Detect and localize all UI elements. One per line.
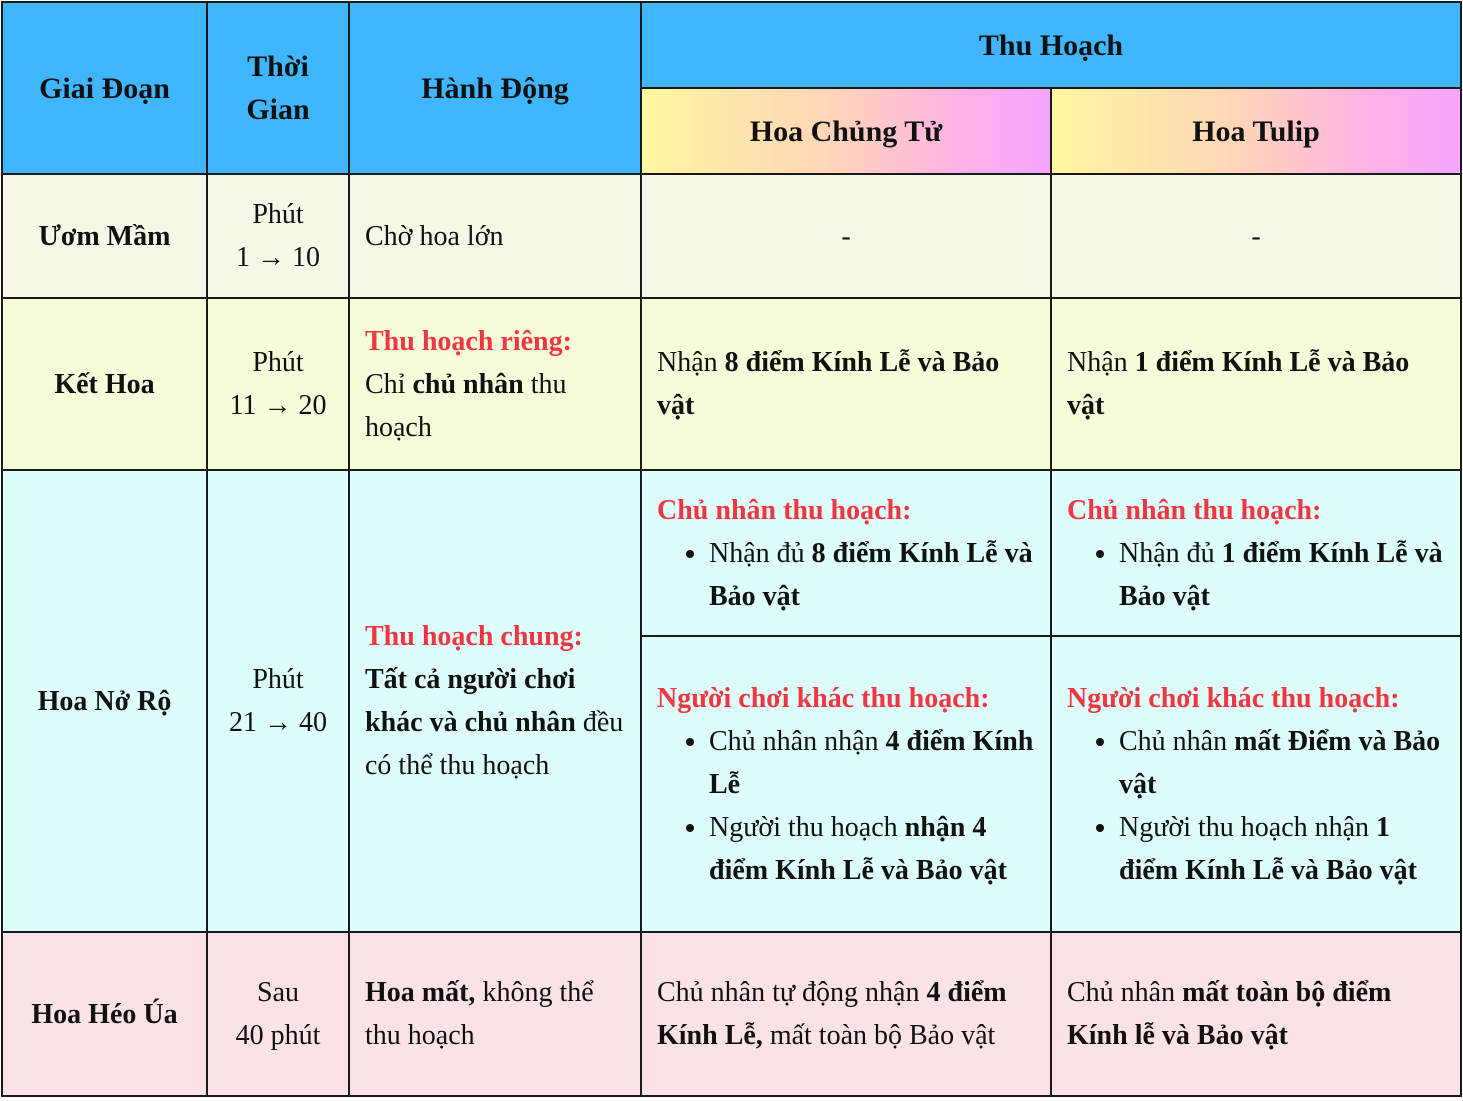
action-text-pre: Chỉ <box>365 368 413 400</box>
time-cell <box>207 932 349 1096</box>
action-text-post: thu hoạch <box>365 368 567 443</box>
action-cell: Chờ hoa lớn <box>349 174 641 298</box>
time-cell <box>207 298 349 470</box>
action-cell <box>349 932 641 1096</box>
list-item-bold: 1 điểm Kính Lễ và Bảo vật <box>1119 811 1417 886</box>
flower-b-bold: mất toàn bộ điểm Kính lễ và Bảo vật <box>1067 977 1392 1051</box>
flower-a-pre: Chủ nhân tự động nhận <box>657 977 927 1008</box>
flower-a-cell <box>641 298 1051 470</box>
list-item-pre: Chủ nhân <box>1119 725 1235 757</box>
time-range: 1 → 10 <box>236 242 320 273</box>
time-range: 11 → 20 <box>229 390 327 421</box>
harvest-rules-table <box>1 1 1462 1097</box>
other-harvest-title: Người chơi khác thu hoạch: <box>1067 682 1400 714</box>
action-cell <box>349 470 641 932</box>
table-row-stage-1 <box>2 174 1461 298</box>
flower-a-pre: Nhận <box>657 347 725 378</box>
flower-a-cell: - <box>641 174 1051 298</box>
stage-cell: Kết Hoa <box>2 298 207 470</box>
header-time-line2: Gian <box>246 93 310 126</box>
stage-cell: Hoa Nở Rộ <box>2 470 207 932</box>
table-row-stage-3-owner <box>2 470 1461 636</box>
list-item-bold: 1 điểm Kính Lễ và Bảo vật <box>1119 537 1443 612</box>
time-cell <box>207 470 349 932</box>
header-time-line1: Thời <box>247 50 309 83</box>
list-item <box>709 532 1042 618</box>
flower-a-owner-cell <box>641 470 1051 636</box>
time-prefix: Phút <box>252 664 304 695</box>
header-stage: Giai Đoạn <box>2 2 207 174</box>
flower-b-pre: Chủ nhân <box>1067 977 1183 1008</box>
list-item <box>1119 806 1452 892</box>
action-text-post: không thể thu hoạch <box>365 977 594 1051</box>
action-text <box>365 658 632 787</box>
flower-b-bold: 1 điểm Kính Lễ và Bảo vật <box>1067 347 1410 421</box>
other-harvest-title: Người chơi khác thu hoạch: <box>657 682 990 714</box>
list-item <box>709 806 1042 892</box>
other-harvest-list <box>1067 720 1452 892</box>
action-text-bold: Tất cả người chơi khác và chủ nhân <box>365 664 576 738</box>
flower-b-owner-cell <box>1051 470 1461 636</box>
flower-b-cell <box>1051 298 1461 470</box>
other-harvest-list <box>657 720 1042 892</box>
flower-b-other-cell <box>1051 636 1461 932</box>
stage-cell: Hoa Héo Úa <box>2 932 207 1096</box>
owner-harvest-list <box>657 532 1042 618</box>
flower-b-pre: Nhận <box>1067 347 1135 378</box>
action-text-bold: Hoa mất, <box>365 977 476 1008</box>
time-line2: 40 phút <box>235 1020 321 1051</box>
header-action: Hành Động <box>349 2 641 174</box>
header-time <box>207 2 349 174</box>
action-text-post: đều có thể thu hoạch <box>365 707 624 781</box>
time-prefix: Phút <box>252 347 304 378</box>
action-title: Thu hoạch riêng: <box>365 325 572 357</box>
list-item-pre: Người thu hoạch nhận <box>1119 811 1377 843</box>
owner-harvest-list <box>1067 532 1452 618</box>
time-prefix: Phút <box>252 199 304 230</box>
flower-a-other-cell <box>641 636 1051 932</box>
action-text-bold: chủ nhân <box>412 368 524 400</box>
header-harvest: Thu Hoạch <box>641 2 1461 88</box>
time-line1: Sau <box>257 977 299 1008</box>
list-item-bold: 8 điểm Kính Lễ và Bảo vật <box>709 537 1033 612</box>
flower-a-cell <box>641 932 1051 1096</box>
list-item-pre: Người thu hoạch <box>709 811 905 843</box>
list-item-bold: 4 điểm Kính Lễ <box>709 725 1034 800</box>
time-cell <box>207 174 349 298</box>
header-flower-a: Hoa Chủng Tử <box>641 88 1051 174</box>
owner-harvest-title: Chủ nhân thu hoạch: <box>657 494 912 526</box>
flower-b-cell: - <box>1051 174 1461 298</box>
time-range: 21 → 40 <box>229 707 327 738</box>
action-text <box>365 363 632 449</box>
flower-a-bold: 4 điểm Kính Lễ, <box>657 977 1007 1051</box>
flower-a-bold: 8 điểm Kính Lễ và Bảo vật <box>657 347 1000 421</box>
action-title: Thu hoạch chung: <box>365 621 583 652</box>
owner-harvest-title: Chủ nhân thu hoạch: <box>1067 494 1322 526</box>
stage-cell: Ươm Mầm <box>2 174 207 298</box>
flower-b-cell <box>1051 932 1461 1096</box>
flower-a-post: mất toàn bộ Bảo vật <box>762 1020 996 1051</box>
table-row-stage-2 <box>2 298 1461 470</box>
list-item-bold: mất Điểm và Bảo vật <box>1119 725 1441 800</box>
table-row-stage-4 <box>2 932 1461 1096</box>
list-item-pre: Nhận đủ <box>709 537 812 569</box>
list-item <box>1119 532 1452 618</box>
action-cell <box>349 298 641 470</box>
list-item <box>1119 720 1452 806</box>
list-item <box>709 720 1042 806</box>
list-item-pre: Chủ nhân nhận <box>709 725 886 757</box>
list-item-bold: nhận 4 điểm Kính Lễ và Bảo vật <box>709 811 1007 886</box>
header-flower-b: Hoa Tulip <box>1051 88 1461 174</box>
list-item-pre: Nhận đủ <box>1119 537 1222 569</box>
